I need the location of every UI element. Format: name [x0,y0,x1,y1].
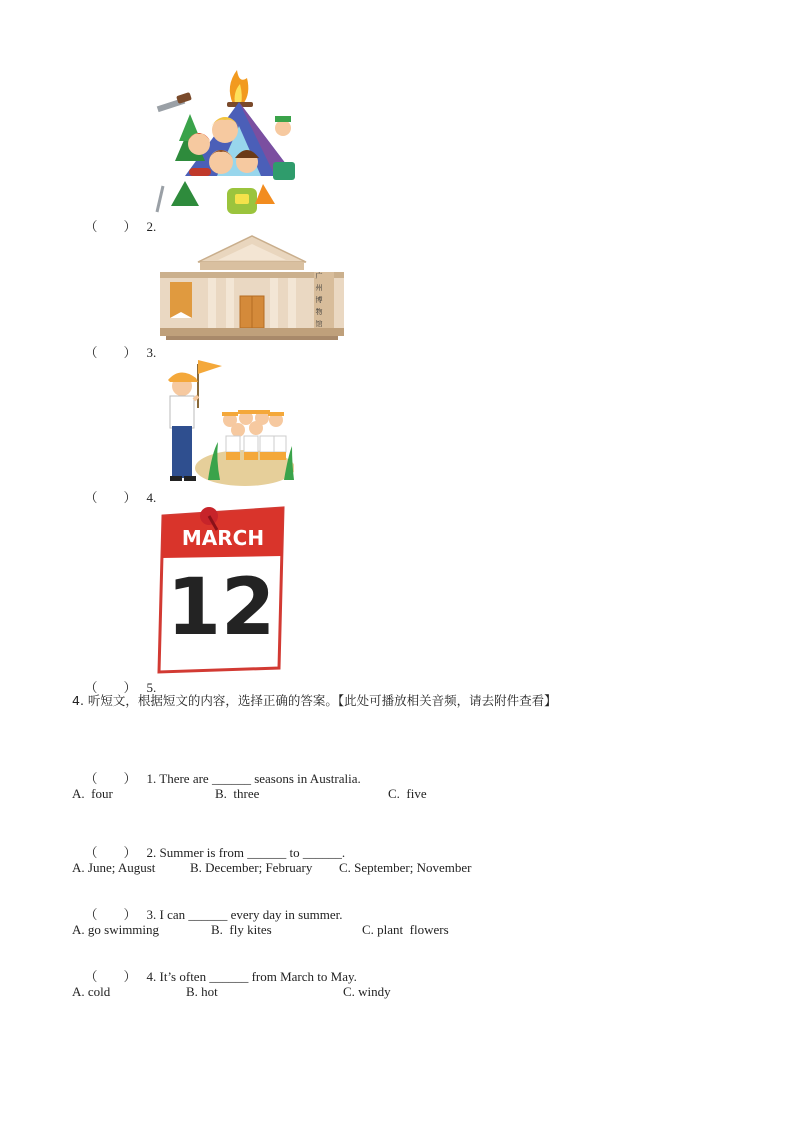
option-c[interactable]: C. five [388,786,427,801]
option-a[interactable]: A. four [72,786,113,801]
option-c[interactable]: C. September; November [339,860,472,875]
museum-sign [313,270,325,330]
tour-guide-picture [160,356,294,488]
question-text: 1. There are ______ seasons in Australia. [146,771,361,786]
museum-sign-char: 馆 [315,320,323,328]
museum-sign-char: 广 [315,272,323,280]
option-b[interactable]: B. three [215,786,260,801]
question-text: 4. It’s often ______ from March to May. [146,969,357,984]
option-b[interactable]: B. hot [186,984,218,999]
question-1 [78,755,361,787]
item-number: 4. [146,490,157,505]
option-a[interactable]: A. go swimming [72,922,160,937]
item-number: 5. [146,680,157,695]
option-a[interactable]: A. cold [72,984,111,999]
museum-sign-char: 博 [315,296,323,304]
picture-item-3 [78,329,156,361]
answer-bracket[interactable]: （ ） [84,845,137,860]
question-3-options [72,922,672,940]
option-c[interactable]: C. windy [343,984,391,999]
question-1-options [72,786,672,804]
picture-item-4 [78,474,156,506]
question-2 [78,829,345,861]
picture-item-2 [78,203,156,235]
museum-sign-char: 物 [315,308,323,316]
question-4 [78,953,357,985]
museum-sign-char: 州 [315,284,323,292]
question-2-options [72,860,672,878]
answer-bracket[interactable]: （ ） [84,969,137,984]
question-text: 2. Summer is from ______ to ______. [146,845,346,860]
calendar-picture [157,500,285,676]
answer-bracket[interactable]: （ ） [84,907,137,922]
option-c[interactable]: C. plant flowers [362,922,449,937]
question-3 [78,891,343,923]
question-text: 3. I can ______ every day in summer. [146,907,343,922]
item-number: 2. [146,219,157,234]
section-4-title: 4. 听短文，根据短文的内容，选择正确的答案。【此处可播放相关音频，请去附件查看】 [72,693,557,708]
option-a[interactable]: A. June; August [72,860,156,875]
calendar-month: MARCH [181,526,265,550]
calendar-day: 12 [166,563,276,653]
answer-bracket[interactable]: （ ） [84,490,137,505]
answer-bracket[interactable]: （ ） [84,680,137,695]
option-b[interactable]: B. fly kites [211,922,272,937]
camping-picture [155,66,300,216]
option-b[interactable]: B. December; February [190,860,313,875]
answer-bracket[interactable]: （ ） [84,771,137,786]
item-number: 3. [146,345,157,360]
question-4-options [72,984,672,1002]
picture-item-5 [78,664,156,696]
answer-bracket[interactable]: （ ） [84,345,137,360]
answer-bracket[interactable]: （ ） [84,219,137,234]
